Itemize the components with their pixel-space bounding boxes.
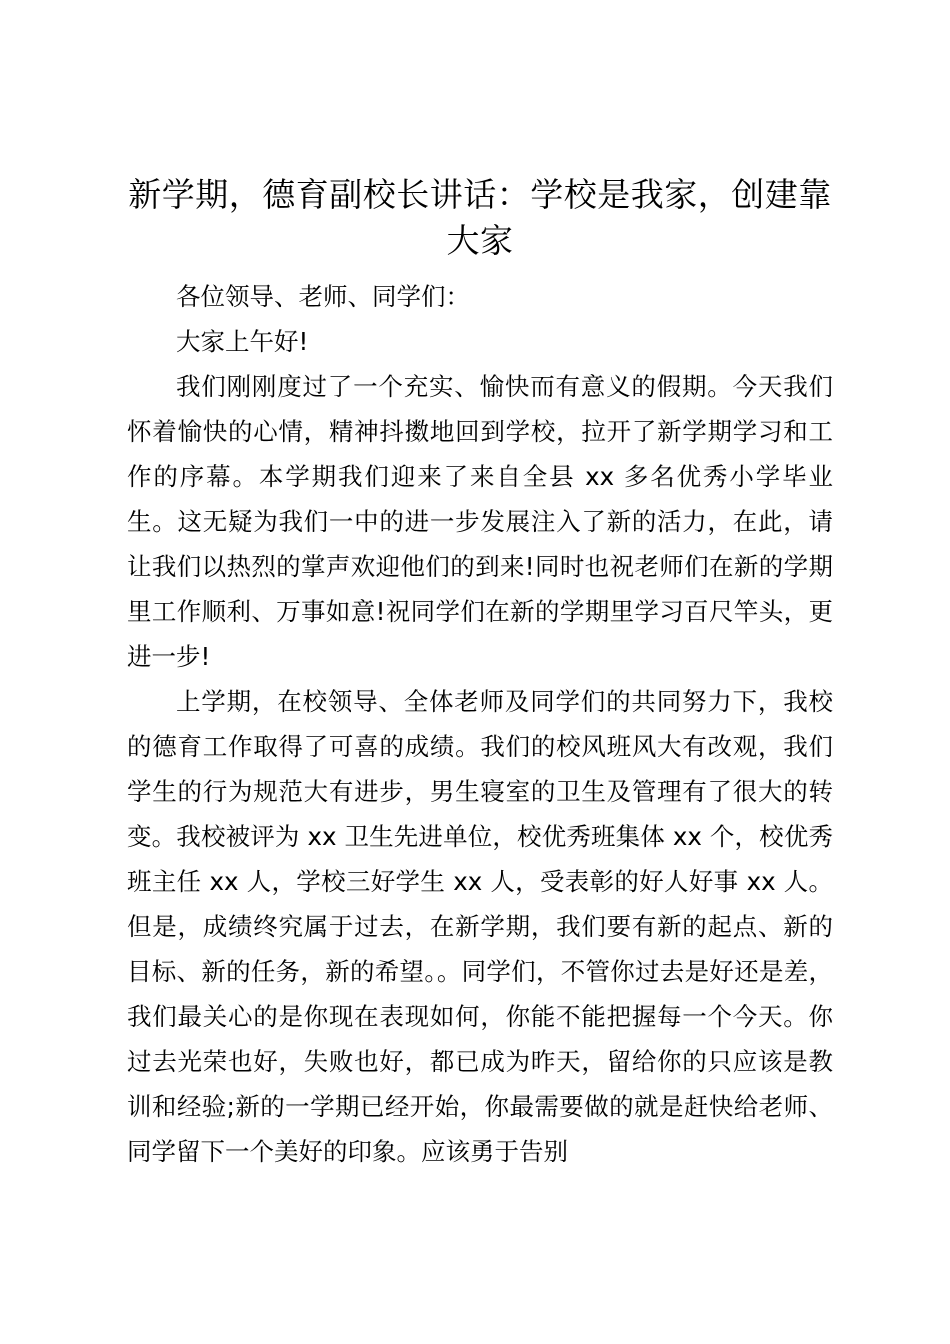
greeting-paragraph: 大家上午好!: [176, 327, 309, 356]
salutation-paragraph: 各位领导、老师、同学们：: [176, 282, 470, 311]
document-page: [127, 172, 833, 1174]
body-paragraph-2: 上学期，在校领导、全体老师及同学们的共同努力下，我校的德育工作取得了可喜的成绩。我们的校风班风大有改观，我们学生的行为规范大有进步，男生寝室的卫生及管理有了很大的转变。我校被评为 xx 卫生先进单位，校优秀班集体 xx 个，校优秀班主任 xx 人，学校三好学生 xx 人，受表彰的好人好事 xx 人。但是，成绩终究属于过去，在新学期，我们要有新的起点、新的目标、新的任务，新的希望。。同学们，不管你过去是好还是差，我们最关心的是你现在表现如何，你能不能把握每一个今天。你过去光荣也好，失败也好，都已成为昨天，留给你的只应该是教训和经验;新的一学期已经开始，你最需要做的就是赶快给老师、同学留下一个美好的印象。应该勇于告别: [127, 687, 833, 1166]
document-title: 新学期，德育副校长讲话：学校是我家，创建靠大家: [128, 175, 832, 260]
body-paragraph-1: 我们刚刚度过了一个充实、愉快而有意义的假期。今天我们怀着愉快的心情，精神抖擞地回到学校，拉开了新学期学习和工作的序幕。本学期我们迎来了来自全县 xx 多名优秀小学毕业生。这无疑为我们一中的进一步发展注入了新的活力，在此，请让我们以热烈的掌声欢迎他们的到来!同时也祝老师们在新的学期里工作顺利、万事如意!祝同学们在新的学期里学习百尺竿头，更进一步!: [127, 372, 833, 671]
